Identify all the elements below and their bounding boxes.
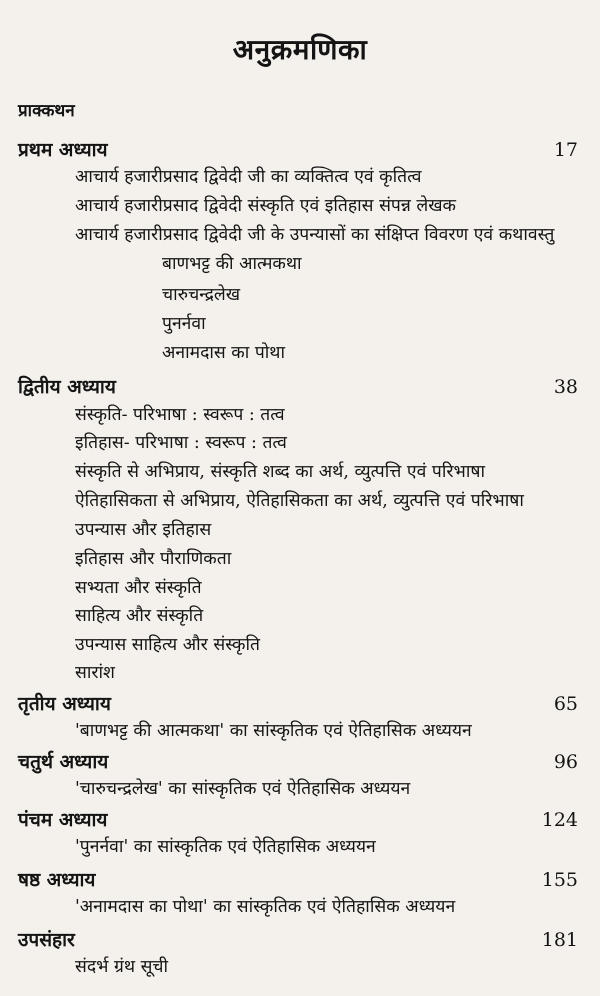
chapter-title: द्वितीय अध्याय: [18, 376, 116, 398]
preface-label: प्राक्कथन: [18, 101, 75, 121]
contents-item: चारुचन्द्रलेख: [162, 285, 241, 305]
chapter-title: पंचम अध्याय: [18, 809, 108, 831]
contents-item: सारांश: [75, 663, 115, 683]
contents-item: पुनर्नवा: [162, 314, 206, 334]
chapter-heading: [18, 926, 578, 952]
contents-item: 'पुनर्नवा' का सांस्कृतिक एवं ऐतिहासिक अध्ययन: [75, 837, 376, 857]
contents-item: आचार्य हजारीप्रसाद द्विवेदी जी के उपन्यासों का संक्षिप्त विवरण एवं कथावस्तु: [75, 225, 555, 245]
chapter-page-number: 65: [553, 693, 578, 715]
chapter-heading: [18, 748, 578, 774]
contents-item: उपन्यास साहित्य और संस्कृति: [75, 635, 260, 655]
contents-item: इतिहास और पौराणिकता: [75, 549, 232, 569]
contents-item: उपन्यास और इतिहास: [75, 520, 212, 540]
chapter-page-number: 96: [553, 751, 578, 773]
contents-item: 'बाणभट्ट की आत्मकथा' का सांस्कृतिक एवं ऐतिहासिक अध्ययन: [75, 721, 472, 741]
chapter-page-number: 181: [541, 929, 578, 951]
contents-item: सभ्यता और संस्कृति: [75, 578, 202, 598]
contents-item: संस्कृति से अभिप्राय, संस्कृति शब्द का अर्थ, व्युत्पत्ति एवं परिभाषा: [75, 462, 485, 482]
page-title: अनुक्रमणिका: [232, 33, 368, 66]
chapter-heading: [18, 866, 578, 892]
contents-item: 'अनामदास का पोथा' का सांस्कृतिक एवं ऐतिहासिक अध्ययन: [75, 897, 456, 917]
contents-item: साहित्य और संस्कृति: [75, 606, 204, 626]
contents-item: ऐतिहासिकता से अभिप्राय, ऐतिहासिकता का अर्थ, व्युत्पत्ति एवं परिभाषा: [75, 491, 524, 511]
chapter-title: प्रथम अध्याय: [18, 139, 108, 161]
chapter-page-number: 155: [541, 869, 578, 891]
contents-item: 'चारुचन्द्रलेख' का सांस्कृतिक एवं ऐतिहासिक अध्ययन: [75, 779, 411, 799]
contents-item: बाणभट्ट की आत्मकथा: [162, 254, 302, 274]
chapter-page-number: 17: [553, 139, 578, 161]
contents-item: संस्कृति- परिभाषा : स्वरूप : तत्व: [75, 405, 285, 425]
contents-item: आचार्य हजारीप्रसाद द्विवेदी संस्कृति एवं इतिहास संपन्न लेखक: [75, 196, 456, 216]
chapter-heading: [18, 136, 578, 162]
chapter-title: षष्ठ अध्याय: [18, 869, 96, 891]
chapter-title: उपसंहार: [18, 929, 75, 951]
contents-item: अनामदास का पोथा: [162, 343, 286, 363]
chapter-heading: [18, 690, 578, 716]
chapter-heading: [18, 806, 578, 832]
chapter-heading: [18, 373, 578, 399]
chapter-page-number: 38: [553, 376, 578, 398]
contents-item: आचार्य हजारीप्रसाद द्विवेदी जी का व्यक्तित्व एवं कृतित्व: [75, 167, 422, 187]
chapter-page-number: 124: [541, 809, 578, 831]
contents-item: इतिहास- परिभाषा : स्वरूप : तत्व: [75, 433, 287, 453]
contents-item: संदर्भ ग्रंथ सूची: [75, 957, 169, 977]
chapter-title: चतुर्थ अध्याय: [18, 751, 109, 773]
chapter-title: तृतीय अध्याय: [18, 693, 111, 715]
preface-heading: [18, 98, 578, 121]
